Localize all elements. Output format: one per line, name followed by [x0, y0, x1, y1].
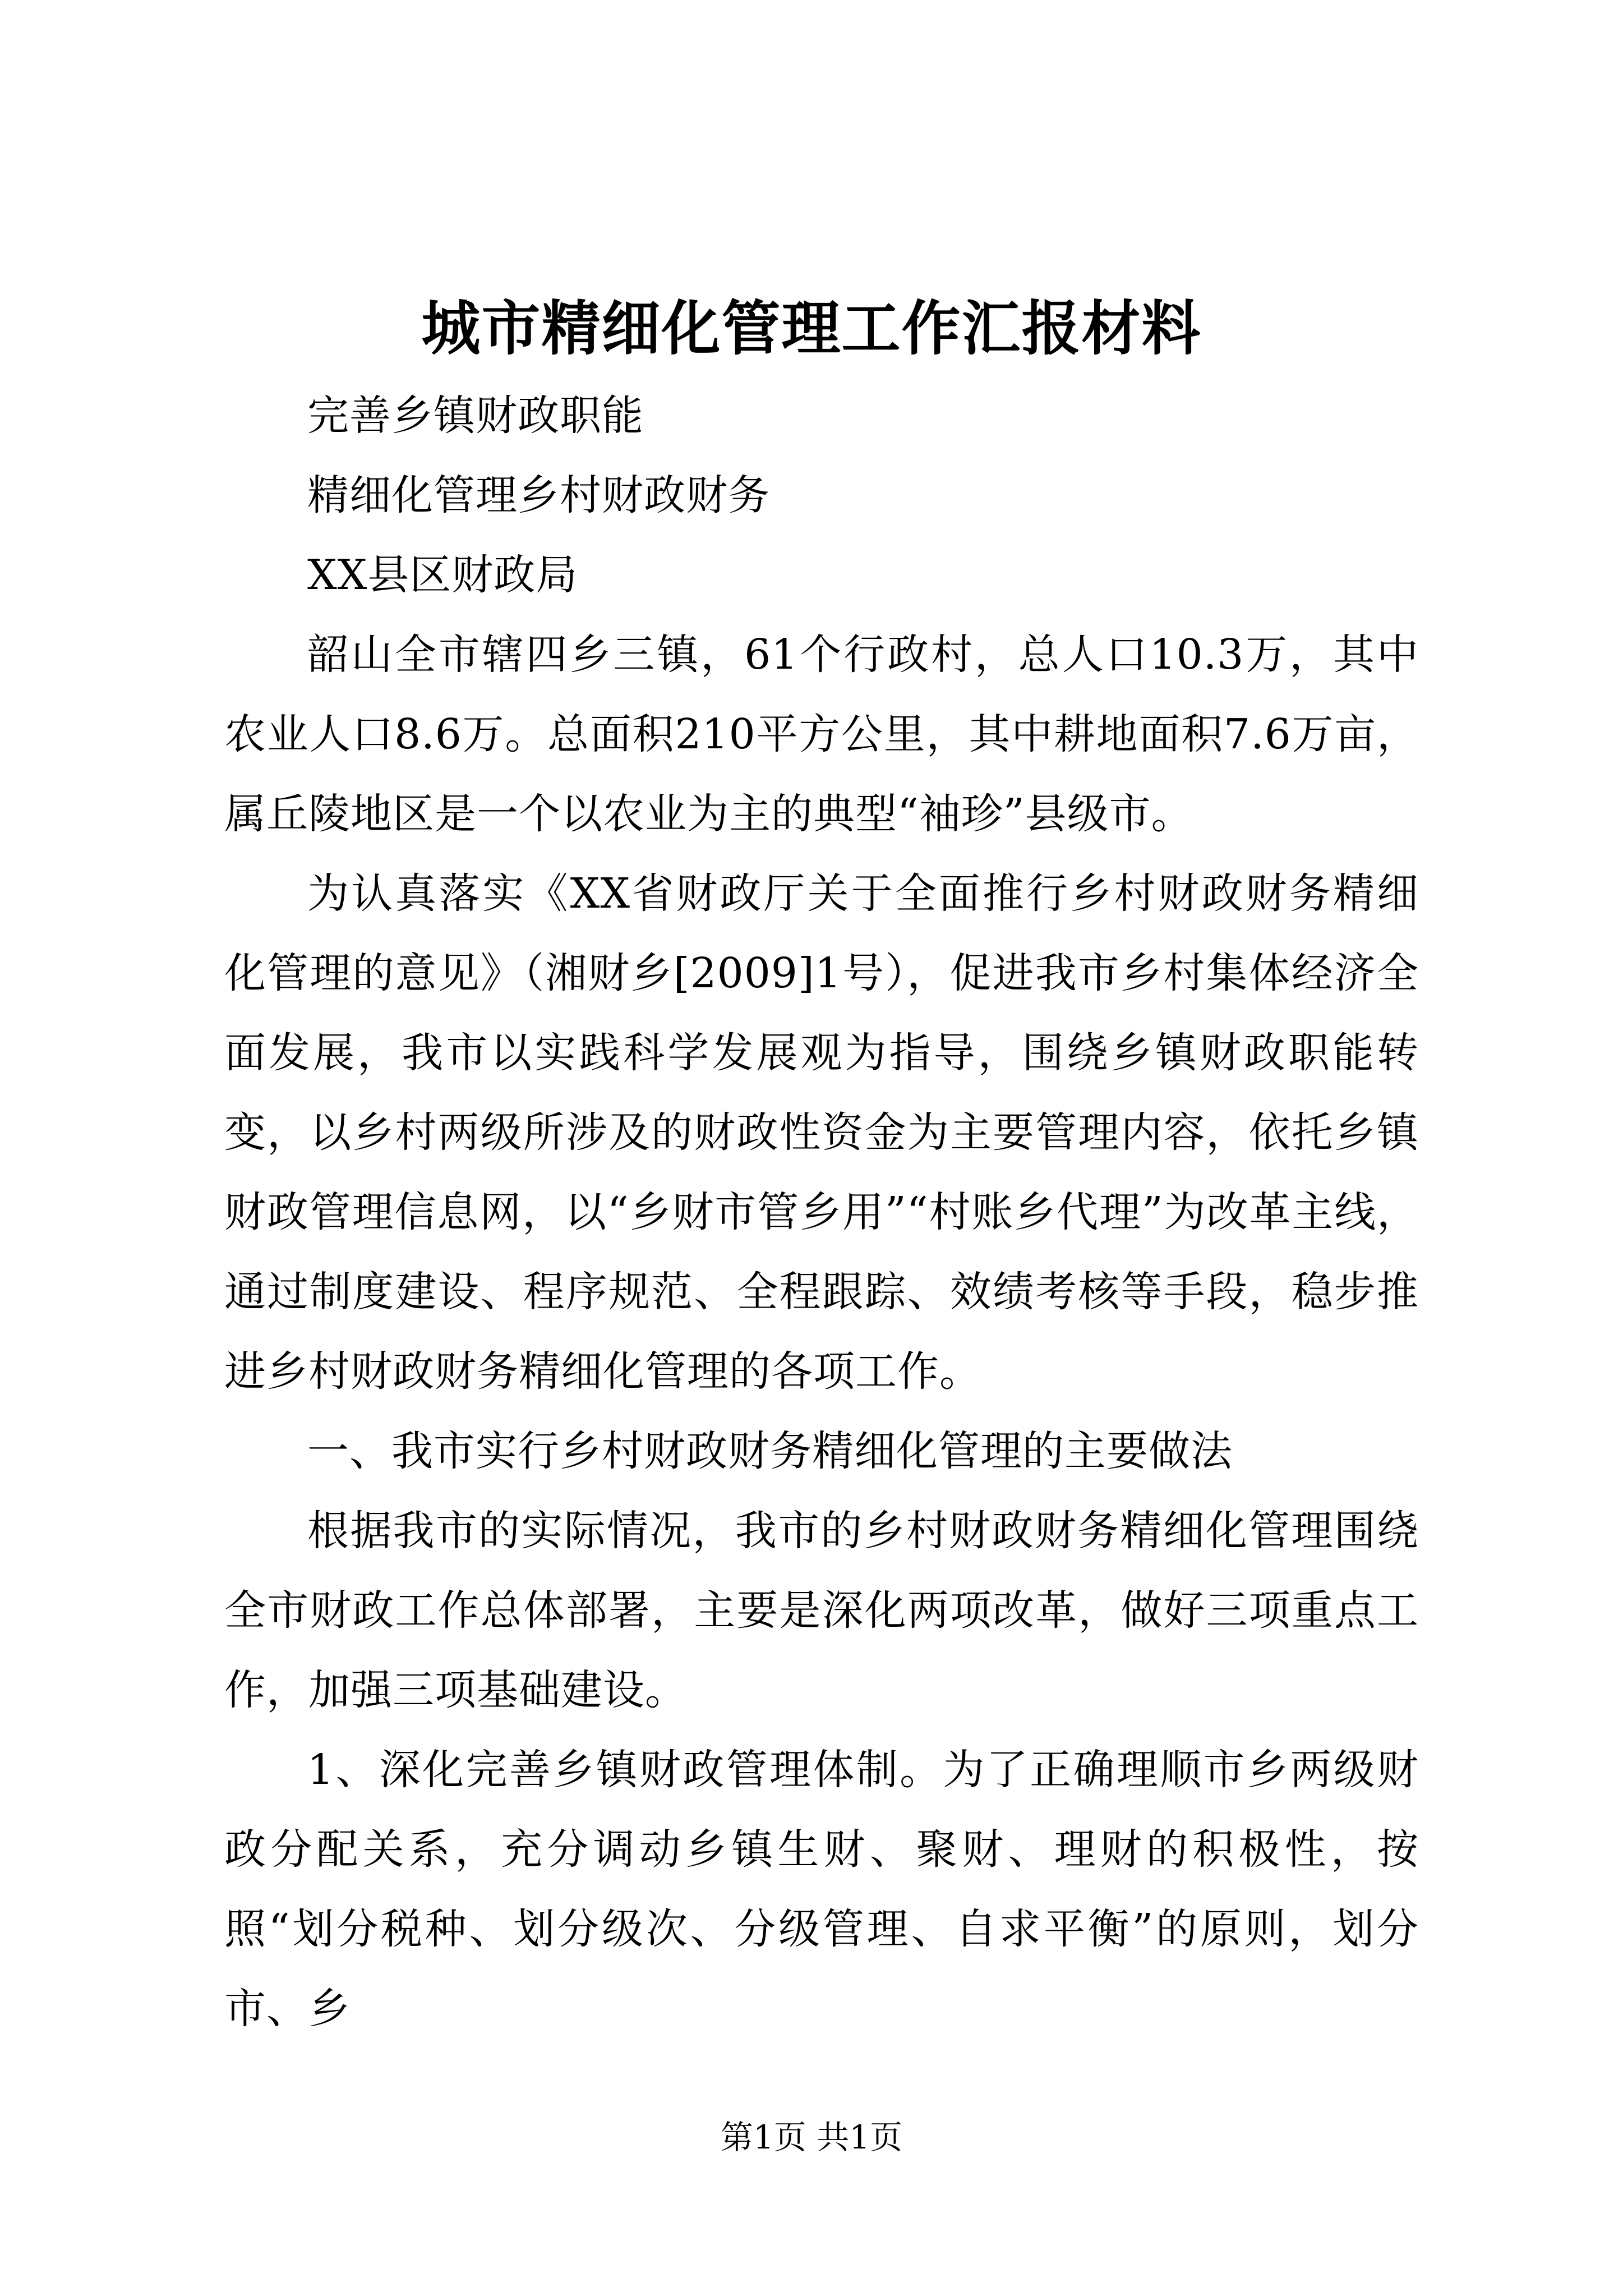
page-footer: 第1页 共1页 — [720, 2118, 903, 2156]
paragraph: XX县区财政局 — [307, 551, 578, 599]
paragraph: 一、我市实行乡村财政财务精细化管理的主要做法 — [307, 1427, 1233, 1475]
paragraph: 为认真落实《XX省财政厅关于全面推行乡村财政财务精细化管理的意见》（湘财乡[2009]1号），促进我市乡村集体经济全面发展，我市以实践科学发展观为指导，围绕乡镇财政职能转变，以乡村两级所涉及的财政性资金为主要管理内容，依托乡镇财政管理信息网，以“乡财市管乡用”“村账乡代理”为改革主线，通过制度建设、程序规范、全程跟踪、效绩考核等手段，稳步推进乡村财政财务精细化管理的各项工作。 — [224, 869, 1419, 1396]
paragraph: 完善乡镇财政职能 — [307, 392, 644, 440]
paragraph: 韶山全市辖四乡三镇，61个行政村，总人口10.3万，其中农业人口8.6万。总面积210平方公里，其中耕地面积7.6万亩，属丘陵地区是一个以农业为主的典型“袖珍”县级市。 — [224, 631, 1419, 838]
paragraph: 1、深化完善乡镇财政管理体制。为了正确理顺市乡两级财政分配关系，充分调动乡镇生财、聚财、理财的积极性，按照“划分税种、划分级次、分级管理、自求平衡”的原则，划分市、乡 — [224, 1746, 1419, 2033]
paragraph: 根据我市的实际情况，我市的乡村财政财务精细化管理围绕全市财政工作总体部署，主要是深化两项改革，做好三项重点工作，加强三项基础建设。 — [224, 1507, 1419, 1714]
paragraph: 精细化管理乡村财政财务 — [307, 471, 770, 519]
document-title: 城市精细化管理工作汇报材料 — [421, 293, 1202, 363]
document-body — [224, 376, 1419, 2049]
